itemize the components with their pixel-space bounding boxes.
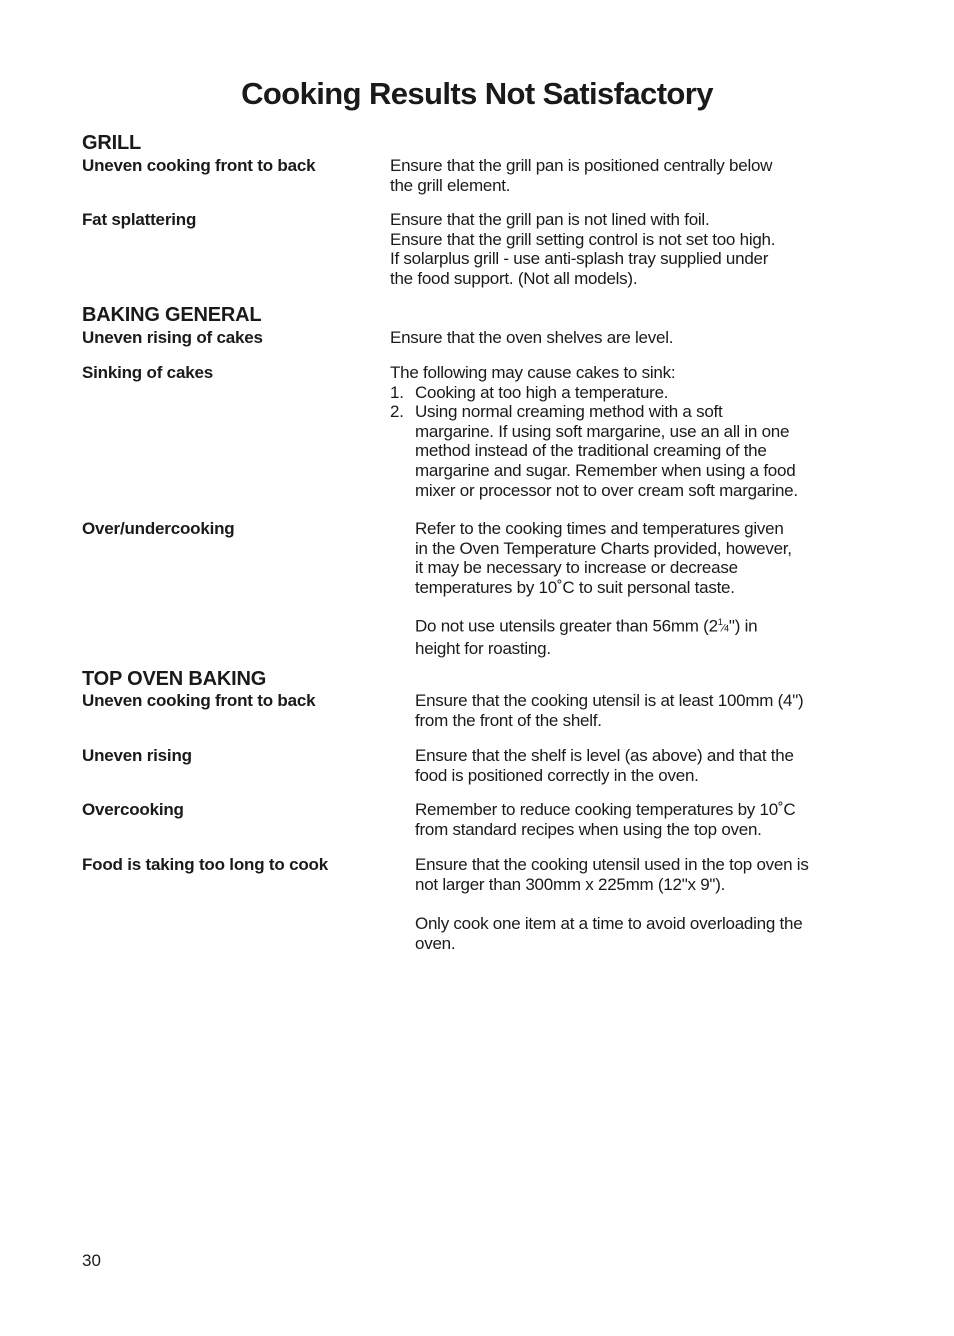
page-number: 30 — [82, 1251, 101, 1270]
section-heading-baking-general: BAKING GENERAL — [82, 304, 262, 326]
issue-label: Uneven rising of cakes — [82, 328, 263, 347]
note-text: ") in — [728, 616, 758, 636]
issue-description — [415, 746, 875, 785]
description-line: food is positioned correctly in the oven. — [415, 765, 699, 785]
list-item — [390, 383, 798, 403]
issue-label: Uneven cooking front to back — [82, 156, 316, 175]
description-line: it may be necessary to increase or decrease — [415, 558, 738, 578]
issue-note — [415, 914, 875, 953]
description-line: oven. — [415, 933, 456, 953]
description-line: Ensure that the cooking utensil used in the top oven is — [415, 855, 809, 874]
description-line: temperatures by 10˚C to suit personal taste. — [415, 577, 735, 597]
issue-description — [415, 691, 875, 730]
list-number: 1. — [390, 382, 404, 402]
description-line: from standard recipes when using the top oven. — [415, 819, 762, 839]
description-line: Ensure that the cooking utensil is at least 100mm (4") — [415, 691, 804, 710]
description-line: Ensure that the grill setting control is not set too high. — [390, 229, 776, 249]
issue-label: Fat splattering — [82, 210, 197, 229]
description-line: Ensure that the oven shelves are level. — [390, 328, 674, 347]
issue-label: Uneven rising — [82, 746, 192, 765]
description-line: not larger than 300mm x 225mm (12"x 9"). — [415, 874, 726, 894]
list-item — [390, 402, 798, 500]
description-line: method instead of the traditional creaming of the — [415, 441, 767, 461]
issue-label: Overcooking — [82, 800, 184, 819]
list-number: 2. — [390, 402, 404, 422]
description-line: from the front of the shelf. — [415, 710, 602, 730]
issue-description — [415, 800, 875, 839]
page-title: Cooking Results Not Satisfactory — [241, 76, 713, 111]
description-line: the grill element. — [390, 175, 511, 195]
issue-label: Over/undercooking — [82, 519, 235, 538]
description-line: Remember to reduce cooking temperatures by 10˚C — [415, 800, 796, 819]
issue-description — [415, 855, 875, 894]
section-heading-grill: GRILL — [82, 132, 141, 154]
description-line: margarine. If using soft margarine, use an all in one — [415, 421, 790, 441]
fraction-numerator: 1 — [717, 617, 723, 627]
description-line: margarine and sugar. Remember when using a food — [415, 460, 796, 480]
description-line: Ensure that the grill pan is not lined with foil. — [390, 210, 710, 229]
issue-description — [390, 210, 850, 288]
issue-description-list — [390, 363, 798, 500]
description-line: Using normal creaming method with a soft — [415, 402, 723, 422]
description-line: Refer to the cooking times and temperatures given — [415, 519, 784, 538]
issue-label: Food is taking too long to cook — [82, 855, 328, 874]
section-heading-top-oven-baking: TOP OVEN BAKING — [82, 668, 267, 690]
issue-description — [415, 519, 875, 597]
issue-description — [390, 156, 850, 195]
description-line: Ensure that the grill pan is positioned centrally below — [390, 156, 773, 175]
note-text: Do not use utensils greater than 56mm (2 — [415, 616, 718, 636]
issue-note — [415, 613, 875, 659]
fraction-denominator: 4 — [724, 623, 729, 634]
issue-label: Sinking of cakes — [82, 363, 213, 382]
description-line: mixer or processor not to over cream soft margarine. — [415, 480, 798, 500]
description-line: the food support. (Not all models). — [390, 268, 638, 288]
description-line: Only cook one item at a time to avoid overloading the — [415, 914, 803, 933]
list-intro: The following may cause cakes to sink: — [390, 363, 676, 382]
description-line: Do not use utensils greater than 56mm $(2^1⁄4")$ in — [415, 616, 758, 636]
issue-description — [390, 328, 850, 348]
description-line: in the Oven Temperature Charts provided, however, — [415, 538, 792, 558]
description-line: If solarplus grill - use anti-splash tray supplied under — [390, 249, 769, 269]
description-line: height for roasting. — [415, 639, 551, 659]
issue-label: Uneven cooking front to back — [82, 691, 316, 710]
description-line: Cooking at too high a temperature. — [415, 382, 669, 402]
description-line: Ensure that the shelf is level (as above) and that the — [415, 746, 794, 765]
